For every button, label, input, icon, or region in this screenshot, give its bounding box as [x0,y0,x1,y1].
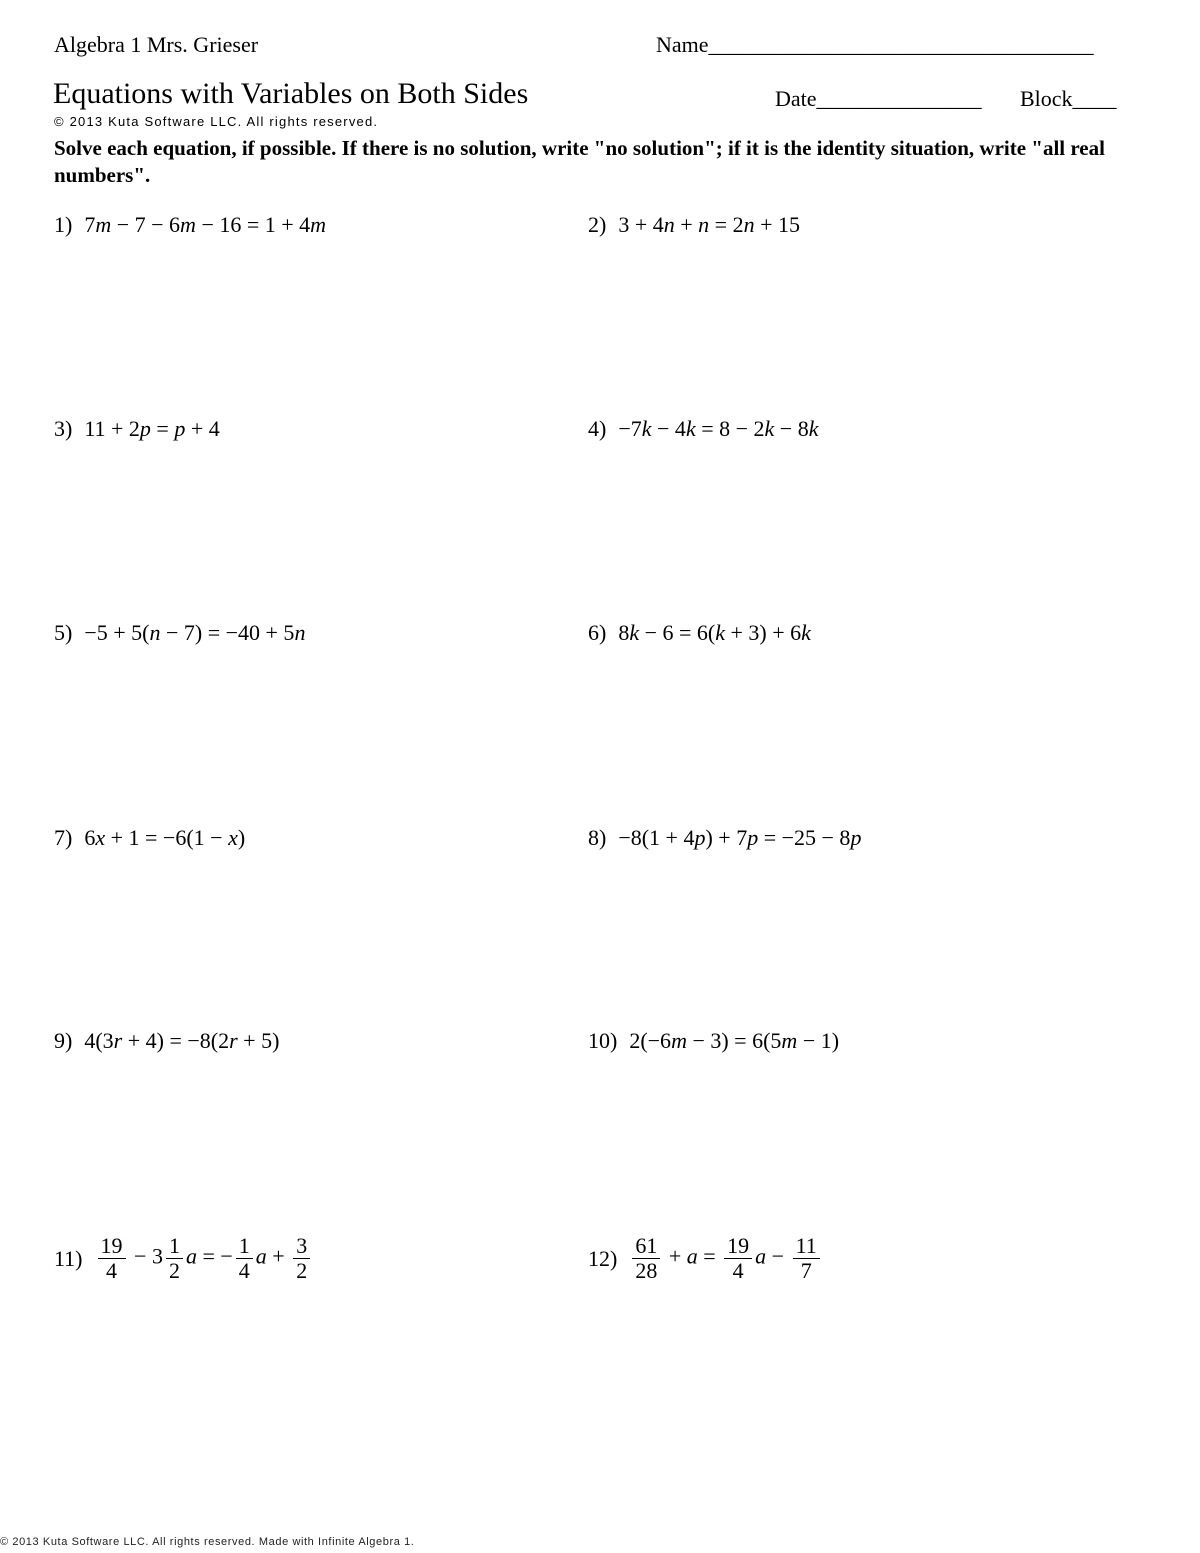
problem-number: 9) [54,1028,73,1053]
fraction [293,1234,310,1283]
problem-10 [588,1028,839,1054]
equation: 2(−6m − 3) = 6(5m − 1) [629,1028,840,1053]
problem-3 [54,416,220,442]
fraction [236,1234,253,1283]
denominator: 7 [800,1258,812,1284]
problem-number: 4) [588,416,607,441]
problem-7 [54,825,245,851]
problem-number: 6) [588,620,607,645]
date-field-label: Date_______________ [775,86,982,111]
problem-1 [54,212,326,238]
denominator: 2 [168,1258,180,1284]
course-title: Algebra 1 Mrs. Grieser [54,32,259,57]
page-footer: © 2013 Kuta Software LLC. All rights reserved. Made with Infinite Algebra 1. [0,1536,415,1548]
equation: 3 + 4n + n = 2n + 15 [618,212,801,237]
problem-number: 10) [588,1028,618,1053]
equation: −7k − 4k = 8 − 2k − 8k [618,416,819,441]
problem-number: 3) [54,416,73,441]
problem-6 [588,620,811,646]
fraction [632,1234,660,1283]
problem-11: 11) $\frac{19}{4}$ − 3 $\frac{1}{2}$ a = − $\frac{1}{4}$ a + $\frac{3}{2}$ [54,1234,313,1283]
fraction [98,1234,126,1283]
fraction [793,1234,820,1283]
problem-12: 12) $\frac{61}{28}$ + a = $\frac{19}{4}$ a − $\frac{11}{7}$ [588,1234,823,1283]
numerator: 3 [293,1234,310,1259]
problem-number: 8) [588,825,607,850]
equation: 11 + 2p = p + 4 [84,416,220,441]
equation: −8(1 + 4p) + 7p = −25 − 8p [618,825,862,850]
fraction [166,1234,183,1283]
problem-number: 7) [54,825,73,850]
problem-9 [54,1028,279,1054]
problem-2 [588,212,800,238]
numerator: 19 [724,1234,752,1259]
problem-number: 11) [54,1245,83,1271]
equation: 6x + 1 = −6(1 − x) [84,825,246,850]
denominator: 28 [635,1258,658,1284]
equation: 4(3r + 4) = −8(2r + 5) [84,1028,280,1053]
problem-number: 12) [588,1245,618,1271]
instructions: Solve each equation, if possible. If there is no solution, write "no solution"; if it is the identity situation, write "all real numbers". [54,136,1105,187]
denominator: 4 [238,1258,250,1284]
problem-5 [54,620,305,646]
problem-number: 1) [54,212,73,237]
copyright-notice: © 2013 Kuta Software LLC. All rights reserved. [54,114,379,129]
problem-number: 2) [588,212,607,237]
numerator: 61 [632,1234,660,1259]
worksheet-title: Equations with Variables on Both Sides [53,77,529,110]
equation: −5 + 5(n − 7) = −40 + 5n [84,620,306,645]
equation: 7m − 7 − 6m − 16 = 1 + 4m [84,212,327,237]
numerator: 19 [98,1234,126,1259]
numerator: 11 [793,1234,820,1259]
whole-number: 3 [151,1243,163,1269]
problem-8 [588,825,861,851]
denominator: 2 [296,1258,308,1284]
equation: 8k − 6 = 6(k + 3) + 6k [618,620,811,645]
block-field-label: Block____ [1020,86,1117,111]
fraction [724,1234,752,1283]
numerator: 1 [236,1234,253,1259]
name-field-label: Name___________________________________ [656,32,1094,57]
denominator: 4 [732,1258,744,1284]
problem-number: 5) [54,620,73,645]
numerator: 1 [166,1234,183,1259]
problem-4 [588,416,818,442]
denominator: 4 [106,1258,118,1284]
